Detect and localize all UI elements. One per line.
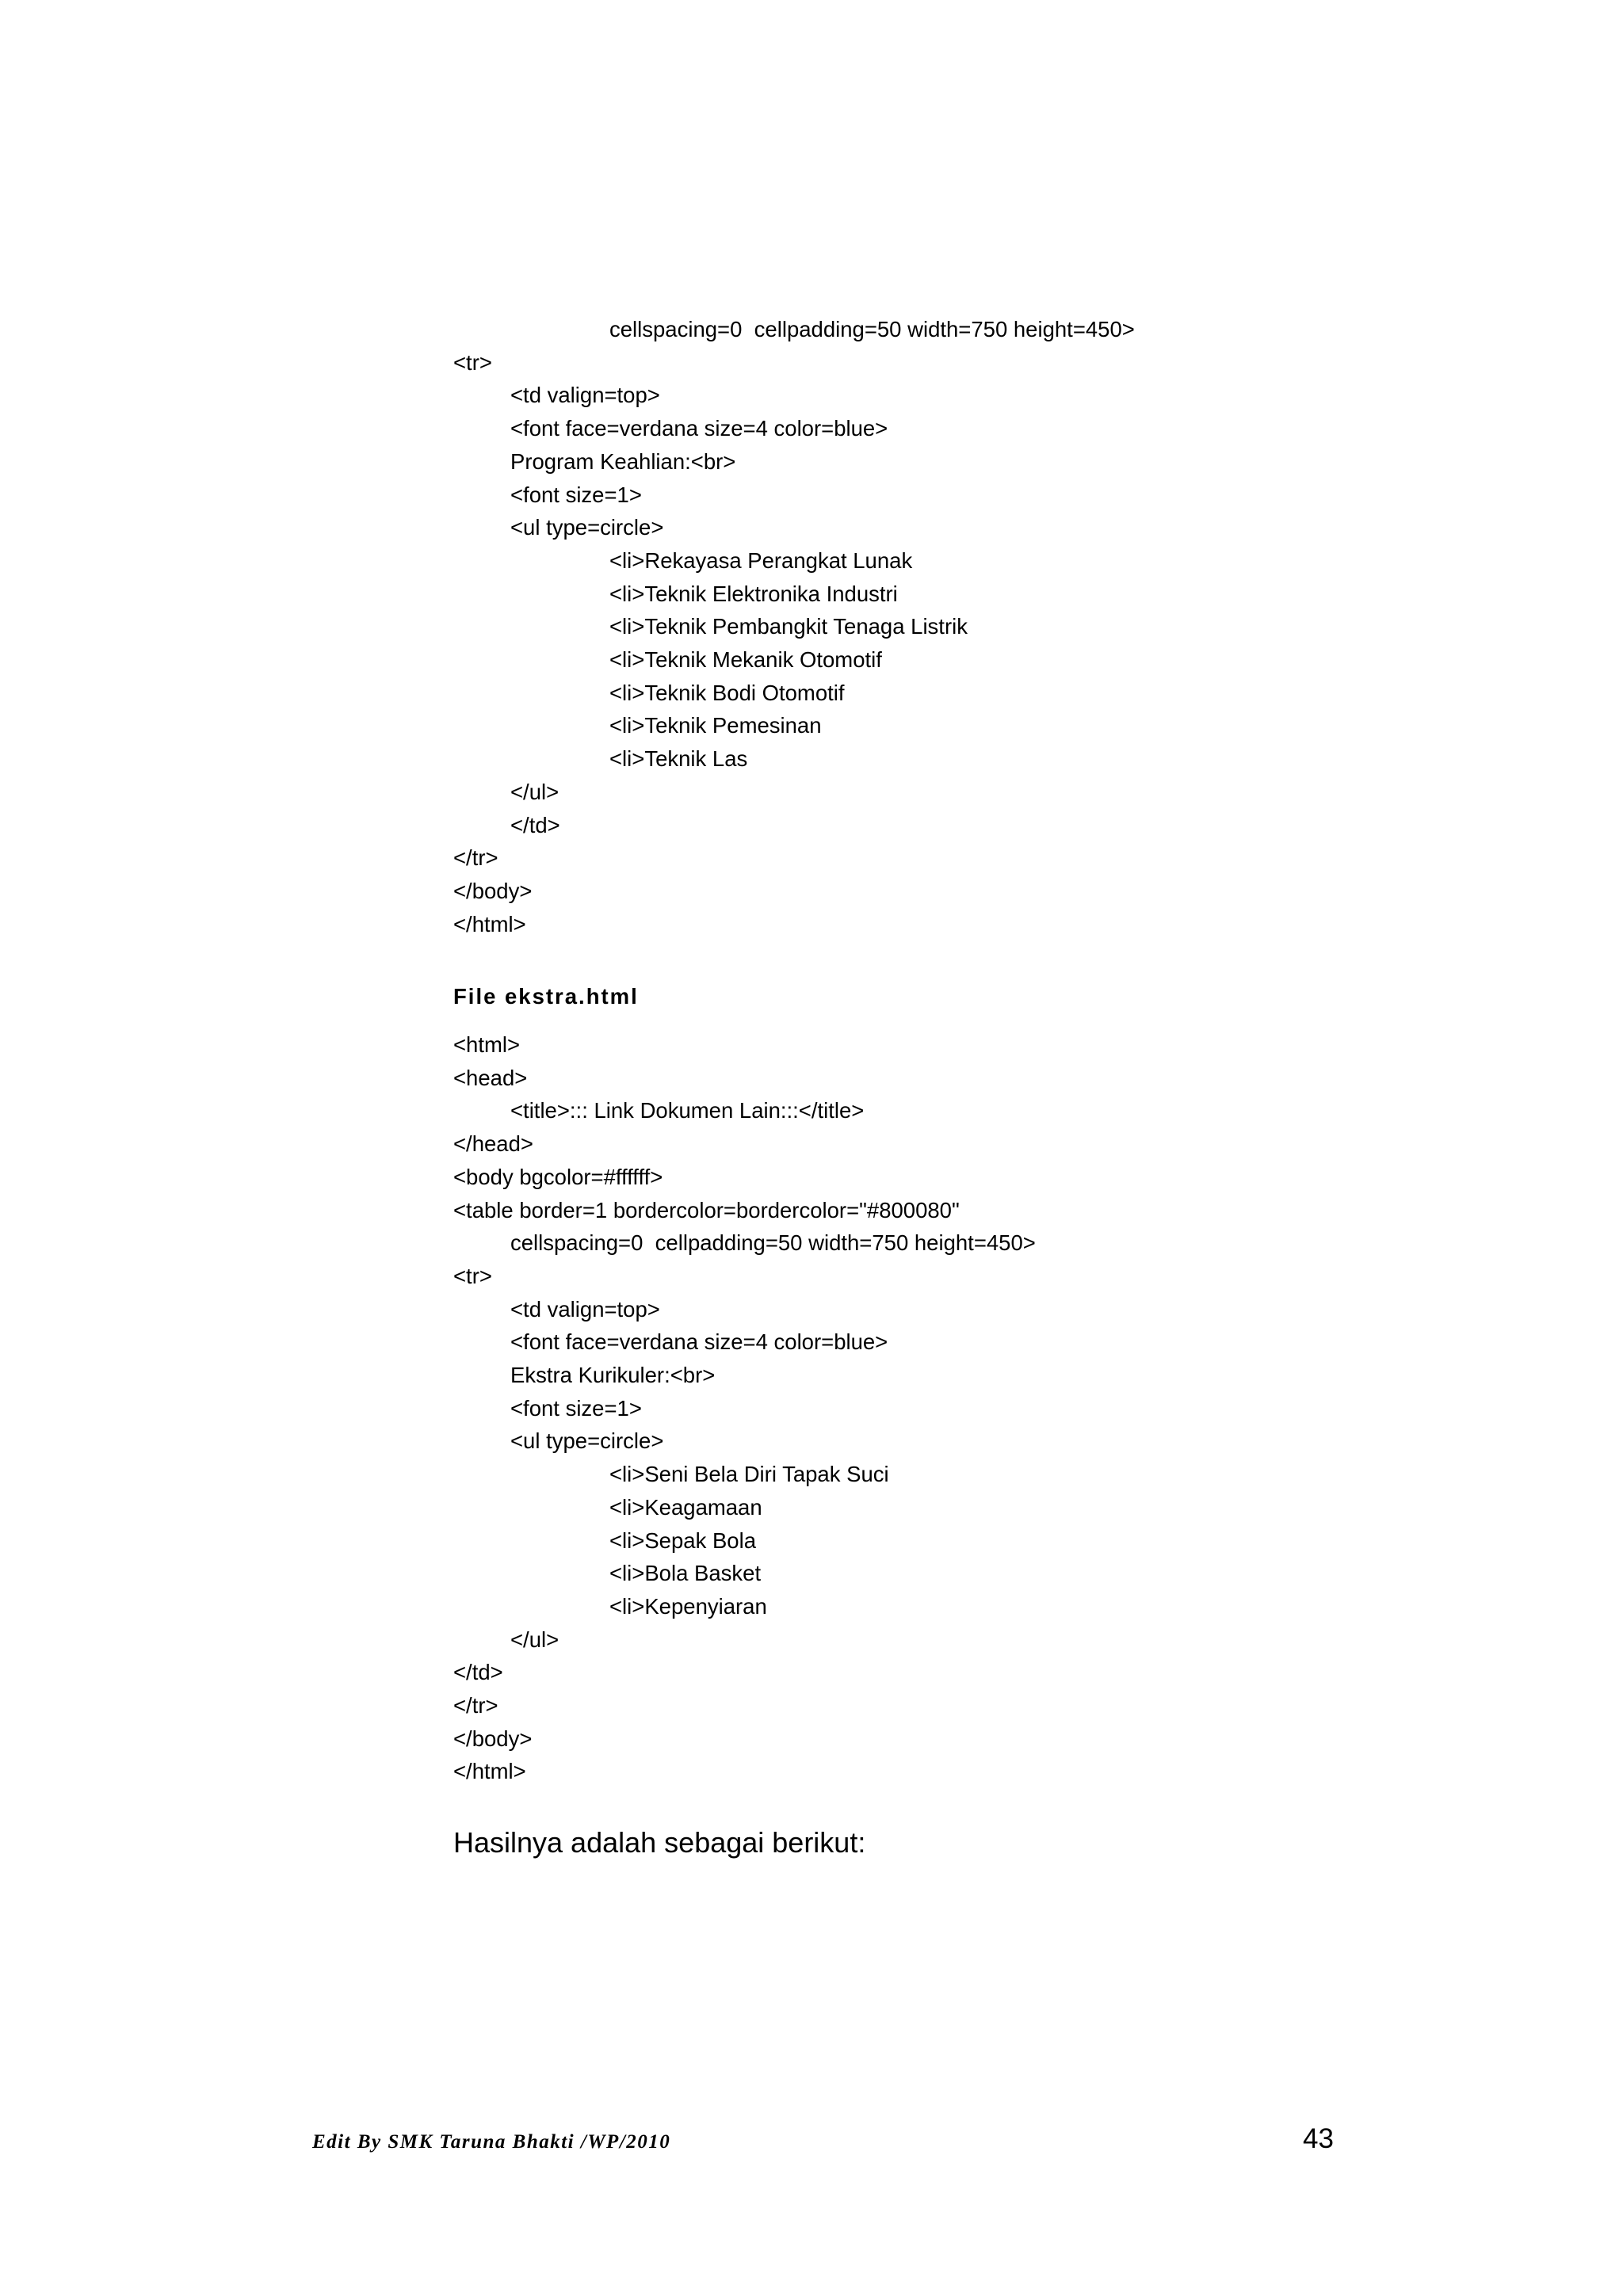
code-line: <li>Teknik Bodi Otomotif: [609, 680, 845, 705]
code-line: <html>: [453, 1032, 521, 1057]
code-line: </ul>: [510, 1627, 559, 1652]
code-line: <li>Teknik Mekanik Otomotif: [609, 647, 882, 672]
page-number: 43: [1303, 2123, 1334, 2154]
code-line: <li>Bola Basket: [609, 1561, 762, 1586]
code-line: <li>Seni Bela Diri Tapak Suci: [609, 1462, 889, 1487]
code-line: <title>::: Link Dokumen Lain:::</title>: [510, 1098, 865, 1123]
code-line: <table border=1 bordercolor=bordercolor="#800080": [453, 1197, 960, 1222]
code-line: cellspacing=0 cellpadding=50 width=750 height=450>: [510, 1230, 1036, 1256]
code-line: <li>Teknik Pemesinan: [609, 713, 822, 738]
code-line: </body>: [453, 878, 533, 903]
code-line: <li>Teknik Elektronika Industri: [609, 581, 898, 606]
footer-credit: Edit By SMK Taruna Bhakti /WP/2010: [312, 2131, 671, 2153]
code-line: <td valign=top>: [510, 383, 660, 408]
code-line: </body>: [453, 1726, 533, 1751]
code-line: </ul>: [510, 779, 559, 804]
result-caption: Hasilnya adalah sebagai berikut:: [453, 1826, 866, 1859]
code-line: <li>Kepenyiaran: [609, 1593, 767, 1619]
code-line: </tr>: [453, 845, 498, 871]
code-line: </td>: [510, 812, 560, 837]
code-line: <li>Keagamaan: [609, 1494, 762, 1520]
code-line: <font size=1>: [510, 482, 642, 507]
code-line: <ul type=circle>: [510, 515, 664, 540]
code-line: <head>: [453, 1065, 528, 1090]
code-line: </html>: [453, 911, 526, 936]
code-line: <font face=verdana size=4 color=blue>: [510, 1329, 888, 1355]
code-line: <li>Teknik Las: [609, 746, 748, 772]
code-line: </head>: [453, 1131, 533, 1157]
code-line: cellspacing=0 cellpadding=50 width=750 height=450>: [609, 317, 1135, 341]
code-line: <tr>: [453, 1263, 492, 1288]
code-line: <li>Sepak Bola: [609, 1527, 756, 1553]
code-line: <ul type=circle>: [510, 1428, 664, 1454]
code-line: <font size=1>: [510, 1395, 642, 1421]
code-line: <body bgcolor=#ffffff>: [453, 1164, 663, 1189]
code-line: Ekstra Kurikuler:<br>: [510, 1363, 716, 1387]
section-heading: File ekstra.html: [453, 984, 639, 1009]
code-line: <li>Teknik Pembangkit Tenaga Listrik: [609, 614, 968, 639]
code-line: Program Keahlian:<br>: [510, 448, 736, 474]
code-line: <tr>: [453, 349, 492, 375]
code-line: </tr>: [453, 1693, 498, 1718]
code-line: <font face=verdana size=4 color=blue>: [510, 416, 888, 441]
code-line: </html>: [453, 1759, 526, 1784]
code-line: <li>Rekayasa Perangkat Lunak: [609, 547, 913, 573]
code-line: <td valign=top>: [510, 1296, 660, 1322]
code-line: </td>: [453, 1660, 503, 1685]
